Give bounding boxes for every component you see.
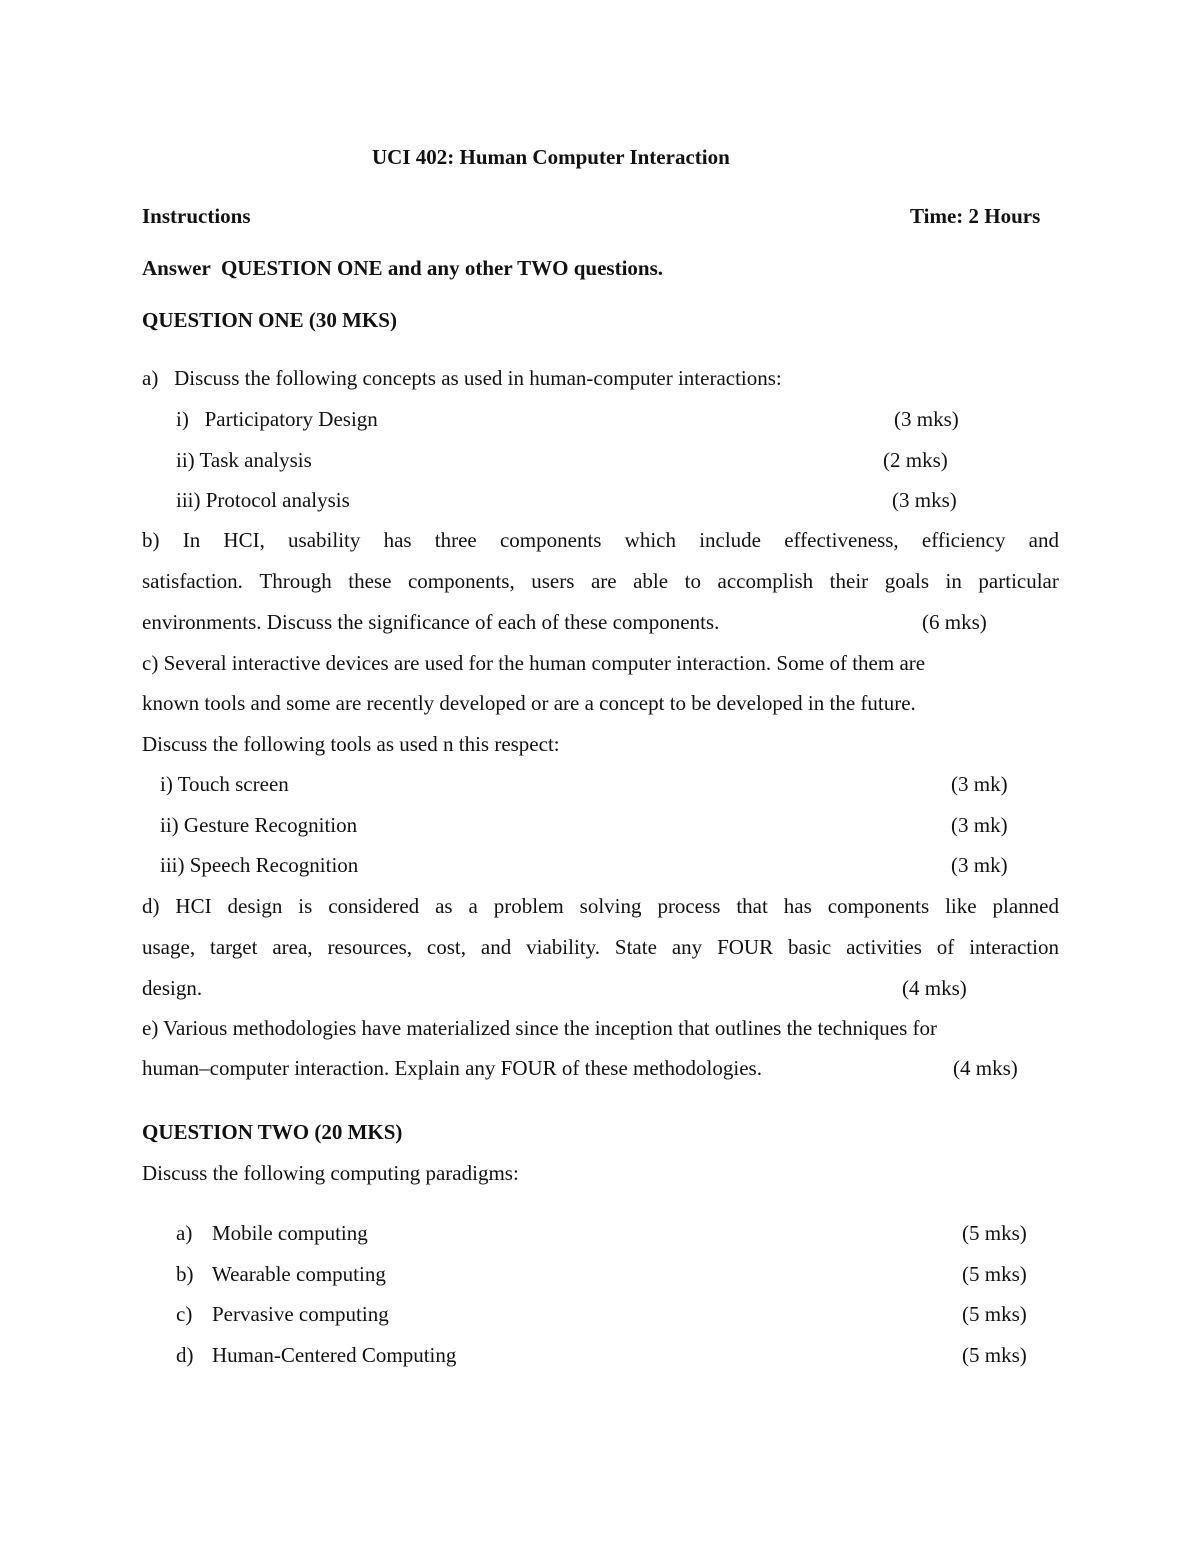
q1e-marks: (4 mks) [953,1056,1018,1080]
q1b-line-2 [142,571,1059,592]
justified-word: able [633,569,669,593]
justified-word: d) [142,894,160,918]
q1d-line-1 [142,896,1059,917]
q2-item-marks: (5 mks) [962,1221,1027,1245]
justified-word: considered [328,894,420,918]
q2-item-label: Wearable computing [212,1262,386,1286]
justified-word: viability. [526,935,601,959]
justified-word: and [480,935,512,959]
q2-item-marks: (5 mks) [962,1302,1027,1326]
q1d-line-2 [142,937,1059,958]
justified-word: has [783,894,812,918]
q1a-stem: a) Discuss the following concepts as used in human-computer interactions: [142,366,782,390]
justified-word: that [736,894,768,918]
q1b-line-3: environments. Discuss the significance of each of these components. [142,610,720,634]
justified-word: three [434,528,477,552]
question-two-heading: QUESTION TWO (20 MKS) [142,1120,403,1144]
justified-word: components [499,528,602,552]
q1c-item-1: i) Touch screen [160,772,289,796]
q1c-line-2: known tools and some are recently developed or are a concept to be developed in the future. [142,691,916,715]
justified-word: target [209,935,258,959]
answer-instruction: Answer QUESTION ONE and any other TWO questions. [142,256,664,280]
justified-word: is [298,894,313,918]
justified-word: like [945,894,977,918]
justified-word: FOUR [717,935,774,959]
q2-item-letter: d) [176,1343,194,1367]
justified-word: has [383,528,412,552]
q1a-item-3-marks: (3 mks) [892,488,957,512]
justified-word: these [348,569,392,593]
justified-word: goals [884,569,930,593]
q1e-line-2: human–computer interaction. Explain any FOUR of these methodologies. [142,1056,762,1080]
justified-word: effectiveness, [784,528,899,552]
justified-word: HCI [175,894,212,918]
q2-item-letter: c) [176,1302,193,1326]
q2-item-label: Human-Centered Computing [212,1343,457,1367]
justified-word: are [590,569,617,593]
justified-word: accomplish [717,569,814,593]
justified-word: process [657,894,721,918]
justified-word: cost, [426,935,466,959]
justified-word: problem [493,894,564,918]
q1d-line-3: design. [142,976,203,1000]
q1a-item-1: i) Participatory Design [176,407,378,431]
q1b-marks: (6 mks) [922,610,987,634]
q2-item-marks: (5 mks) [962,1343,1027,1367]
q2-item-marks: (5 mks) [962,1262,1027,1286]
question-one-heading: QUESTION ONE (30 MKS) [142,308,397,332]
justified-word: in [945,569,962,593]
time-label: Time: 2 Hours [910,204,1041,228]
justified-word: users [531,569,575,593]
justified-word: any [671,935,703,959]
justified-word: usage, [142,935,196,959]
justified-word: which [624,528,676,552]
q2-item-label: Mobile computing [212,1221,368,1245]
q2-item-label: Pervasive computing [212,1302,389,1326]
justified-word: components [827,894,930,918]
justified-word: to [684,569,701,593]
justified-word: of [936,935,955,959]
q1d-marks: (4 mks) [902,976,967,1000]
justified-word: interaction [969,935,1059,959]
q1c-item-3: iii) Speech Recognition [160,853,359,877]
justified-word: usability [288,528,361,552]
justified-word: satisfaction. [142,569,243,593]
justified-word: a [468,894,478,918]
justified-word: design [227,894,283,918]
justified-word: components, [407,569,515,593]
q1a-item-2-marks: (2 mks) [883,448,948,472]
exam-title: UCI 402: Human Computer Interaction [372,145,730,169]
q1a-item-3: iii) Protocol analysis [176,488,350,512]
q1a-item-2: ii) Task analysis [176,448,312,472]
justified-word: solving [579,894,642,918]
justified-word: basic [788,935,832,959]
justified-word: resources, [327,935,412,959]
justified-word: activities [846,935,922,959]
q2-item-letter: a) [176,1221,193,1245]
q1e-line-1: e) Various methodologies have materialized since the inception that outlines the techniques for [142,1016,938,1040]
justified-word: particular [978,569,1059,593]
q1b-line-1 [142,530,1059,551]
q1c-item-2: ii) Gesture Recognition [160,813,358,837]
q1a-item-1-marks: (3 mks) [894,407,959,431]
justified-word: State [614,935,657,959]
justified-word: Through [259,569,332,593]
instructions-label: Instructions [142,204,251,228]
justified-word: b) [142,528,160,552]
justified-word: planned [992,894,1059,918]
justified-word: include [699,528,761,552]
justified-word: as [435,894,453,918]
q2-stem: Discuss the following computing paradigms: [142,1161,519,1185]
justified-word: efficiency [921,528,1006,552]
justified-word: area, [272,935,313,959]
q1c-line-3: Discuss the following tools as used n this respect: [142,732,560,756]
q1c-item-1-marks: (3 mk) [951,772,1008,796]
q2-item-letter: b) [176,1262,194,1286]
justified-word: In [182,528,201,552]
q1c-line-1: c) Several interactive devices are used for the human computer interaction. Some of them are [142,651,926,675]
q1c-item-2-marks: (3 mk) [951,813,1008,837]
justified-word: and [1028,528,1059,552]
q1c-item-3-marks: (3 mk) [951,853,1008,877]
justified-word: their [829,569,869,593]
justified-word: HCI, [223,528,265,552]
